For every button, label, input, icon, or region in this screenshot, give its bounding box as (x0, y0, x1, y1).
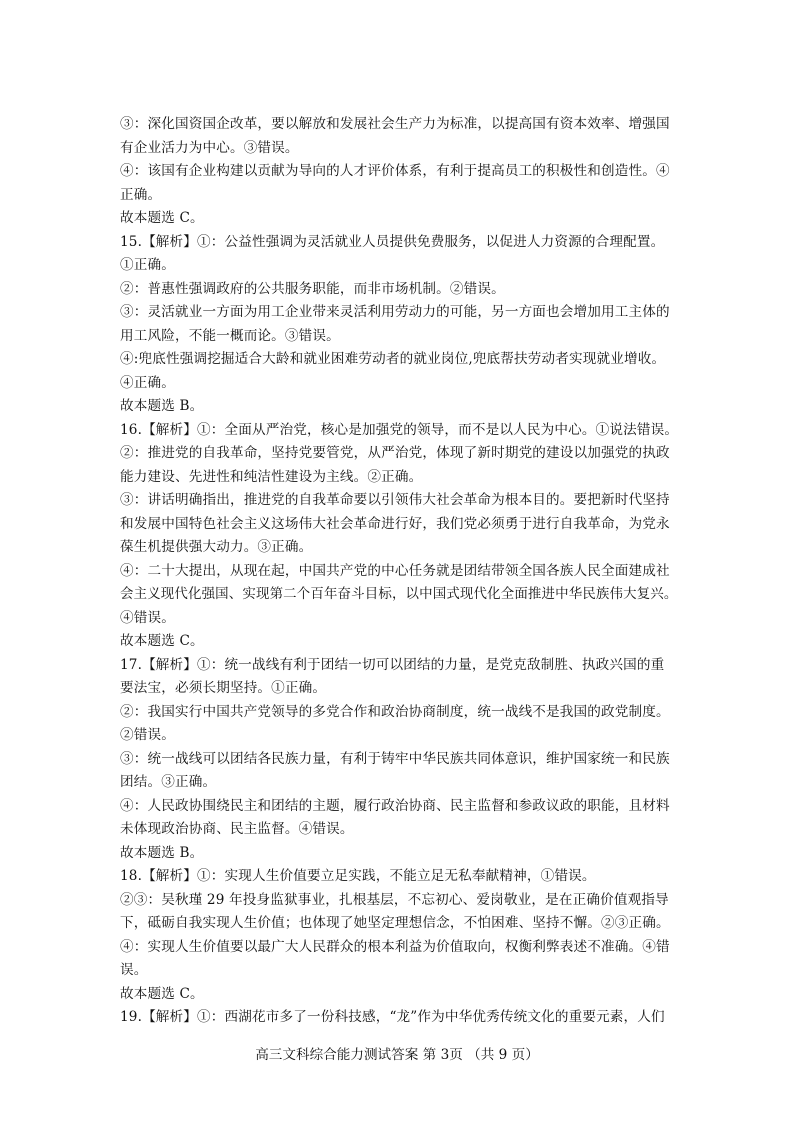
text-line: 葆生机提供强大动力。③正确。 (120, 539, 313, 555)
text-line: 16.【解析】①：全面从严治党，核心是加强党的领导，而不是以人民为中心。①说法错误。 (120, 421, 679, 438)
text-line: 故本题选 B。 (120, 398, 204, 414)
text-line: ①正确。 (120, 257, 175, 273)
text-line: ④错误。 (120, 609, 175, 626)
text-line: ②：我国实行中国共产党领导的多党合作和政治协商制度，统一战线不是我国的政党制度。 (120, 703, 670, 720)
text-line: ④正确。 (120, 374, 175, 391)
text-line: ④：二十大提出，从现在起，中国共产党的中心任务就是团结带领全国各族人民全面建成社 (120, 562, 670, 579)
text-line: ②③：吴秋瑾 29 年投身监狱事业，扎根基层，不忘初心、爱岗敬业，是在正确价值观指导 (120, 891, 669, 908)
text-line: ②：推进党的自我革命，坚持党要管党，从严治党，体现了新时期党的建设以加强党的执政 (120, 445, 670, 461)
text-line: 故本题选 C。 (120, 633, 204, 649)
text-line: 和发展中国特色社会主义这场伟大社会革命进行好，我们党必须勇于进行自我革命，为党永 (120, 515, 670, 532)
text-line: 15.【解析】①：公益性强调为灵活就业人员提供免费服务，以促进人力资源的合理配置。 (120, 233, 665, 250)
text-line: 能力建设、先进性和纯洁性建设为主线。②正确。 (120, 468, 423, 485)
answer-text-body (120, 113, 678, 1030)
text-line: ④：该国有企业构建以贡献为导向的人才评价体系，有利于提高员工的积极性和创造性。④ (120, 163, 670, 179)
text-line: 故本题选 B。 (120, 844, 204, 861)
text-line: 有企业活力为中心。③错误。 (120, 139, 299, 156)
text-line: ③：讲话明确指出，推进党的自我革命要以引领伟大社会革命为根本目的。要把新时代坚持 (120, 492, 670, 508)
text-line: ③：深化国资国企改革，要以解放和发展社会生产力为标准，以提高国有资本效率、增强国 (120, 116, 670, 132)
text-line: ②：普惠性强调政府的公共服务职能，而非市场机制。②错误。 (120, 280, 505, 297)
text-line: 用工风险，不能一概而论。③错误。 (120, 327, 340, 344)
text-line: ④:兜底性强调挖掘适合大龄和就业困难劳动者的就业岗位,兜底帮扶劳动者实现就业增收。 (120, 351, 666, 367)
text-line: 17.【解析】①：统一战线有利于团结一切可以团结的力量，是党克敌制胜、执政兴国的重 (120, 656, 665, 673)
text-line: ④：人民政协围绕民主和团结的主题，履行政治协商、民主监督和参政议政的职能，且材料 (120, 797, 670, 814)
text-line: ②错误。 (120, 727, 175, 743)
text-line: 误。 (120, 962, 148, 978)
text-line: 团结。③正确。 (120, 774, 217, 790)
page-footer: 高三文科综合能力测试答案 第 3页 （共 9 页） (255, 1047, 539, 1063)
text-line: ④：实现人生价值要以最广大人民群众的根本利益为价值取向，权衡利弊表述不准确。④错 (120, 938, 670, 955)
text-line: 正确。 (120, 186, 162, 203)
text-line: 未体现政治协商、民主监督。④错误。 (120, 821, 354, 837)
text-line: 要法宝，必须长期坚持。①正确。 (120, 680, 327, 696)
text-line: 会主义现代化强国、实现第二个百年奋斗目标，以中国式现代化全面推进中华民族伟大复兴。 (120, 586, 678, 602)
text-line: 故本题选 C。 (120, 985, 204, 1002)
text-line: 故本题选 C。 (120, 210, 204, 226)
text-line: ③：灵活就业一方面为用工企业带来灵活利用劳动力的可能，另一方面也会增加用工主体的 (120, 304, 670, 320)
text-line: 19.【解析】①：西湖花市多了一份科技感，“龙”作为中华优秀传统文化的重要元素，人们 (120, 1009, 665, 1025)
text-line: 18.【解析】①：实现人生价值要立足实践，不能立足无私奉献精神，①错误。 (120, 868, 596, 884)
text-line: ③：统一战线可以团结各民族力量，有利于铸牢中华民族共同体意识，维护国家统一和民族 (120, 750, 670, 767)
text-line: 下，砥砺自我实现人生价值；也体现了她坚定理想信念，不怕困难、坚持不懈。②③正确。 (120, 915, 670, 931)
